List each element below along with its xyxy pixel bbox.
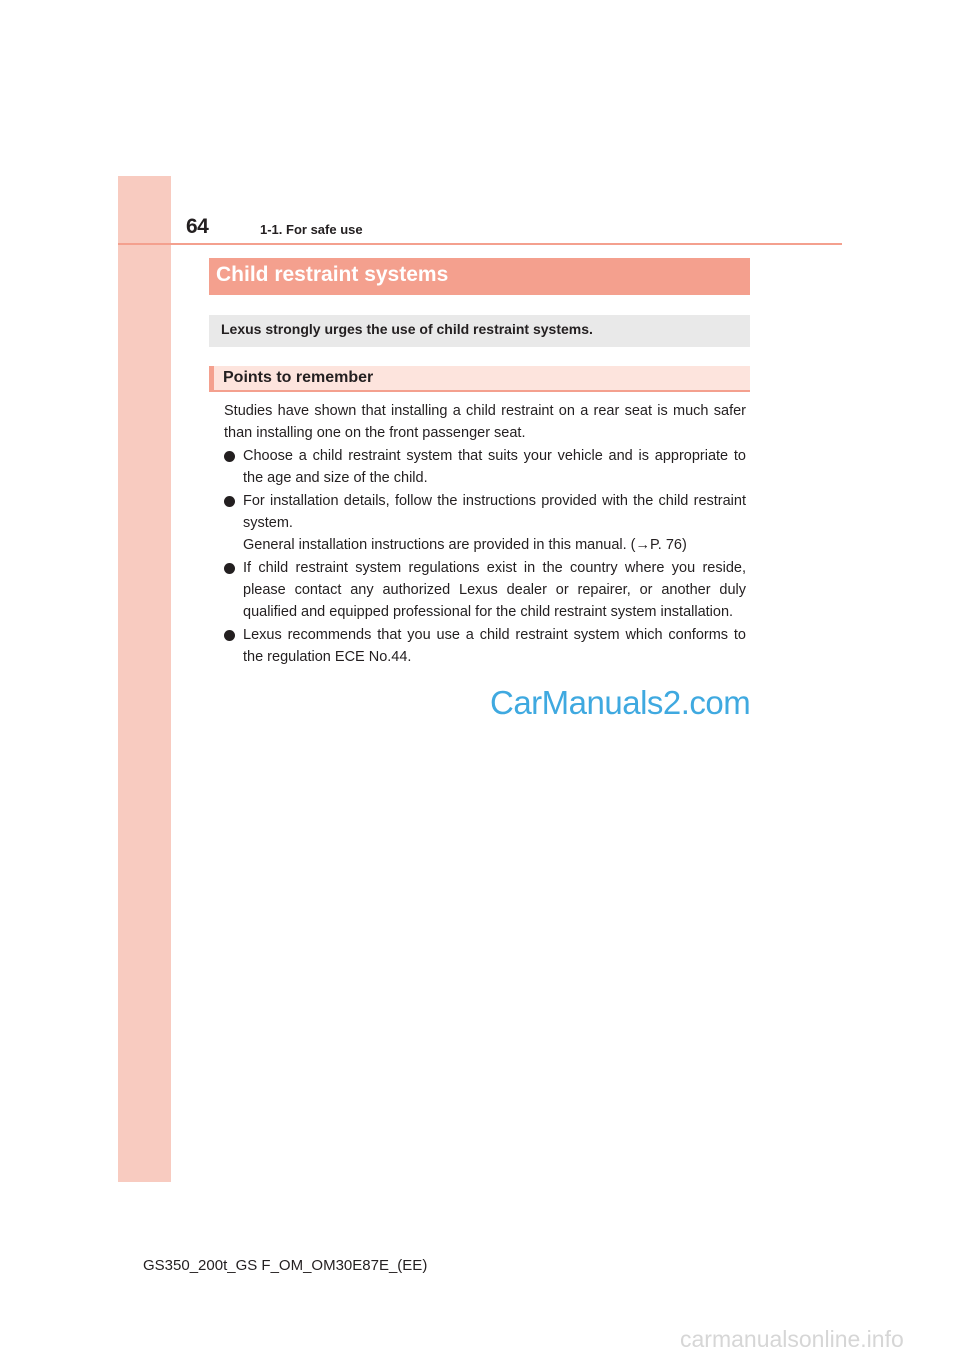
section-label: 1-1. For safe use (260, 222, 363, 237)
bullet-text: Lexus recommends that you use a child restraint system which conforms to the regulation ECE No.44. (243, 627, 746, 665)
list-item (224, 490, 746, 556)
list-item (224, 445, 746, 489)
intro-paragraph: Studies have shown that installing a child restraint on a rear seat is much safer than installing one on the front passenger seat. (224, 403, 746, 441)
bullet-icon (224, 630, 235, 641)
bullet-text: For installation details, follow the instructions provided with the child restraint system. (243, 493, 746, 531)
intro-box (209, 315, 750, 347)
bullet-list (224, 445, 746, 668)
carmanuals-watermark: CarManuals2.com (490, 684, 751, 721)
bullet-text: If child restraint system regulations exist in the country where you reside, please contact any authorized Lexus dealer or repairer, or another duly qualified and equipped professional for the child restraint system installation. (243, 560, 746, 620)
page-number: 64 (186, 215, 209, 238)
body-text (224, 400, 746, 669)
intro-text: Lexus strongly urges the use of child restraint systems. (221, 321, 593, 337)
bullet-icon (224, 496, 235, 507)
subheading-bar (209, 366, 750, 392)
site-watermark: carmanualsonline.info (680, 1326, 904, 1352)
list-item (224, 624, 746, 668)
side-tab (118, 176, 171, 1182)
page-reference-note: General installation instructions are provided in this manual. (→P. 76) (243, 537, 687, 553)
subheading-marker (209, 366, 214, 390)
title-bar (209, 258, 750, 295)
footer-code: GS350_200t_GS F_OM_OM30E87E_(EE) (143, 1257, 428, 1274)
list-item (224, 557, 746, 623)
bullet-icon (224, 451, 235, 462)
bullet-icon (224, 563, 235, 574)
subheading: Points to remember (223, 369, 374, 386)
header-rule (118, 243, 842, 245)
bullet-text: Choose a child restraint system that suits your vehicle and is appropriate to the age and size of the child. (243, 448, 746, 486)
page-title: Child restraint systems (216, 263, 449, 286)
